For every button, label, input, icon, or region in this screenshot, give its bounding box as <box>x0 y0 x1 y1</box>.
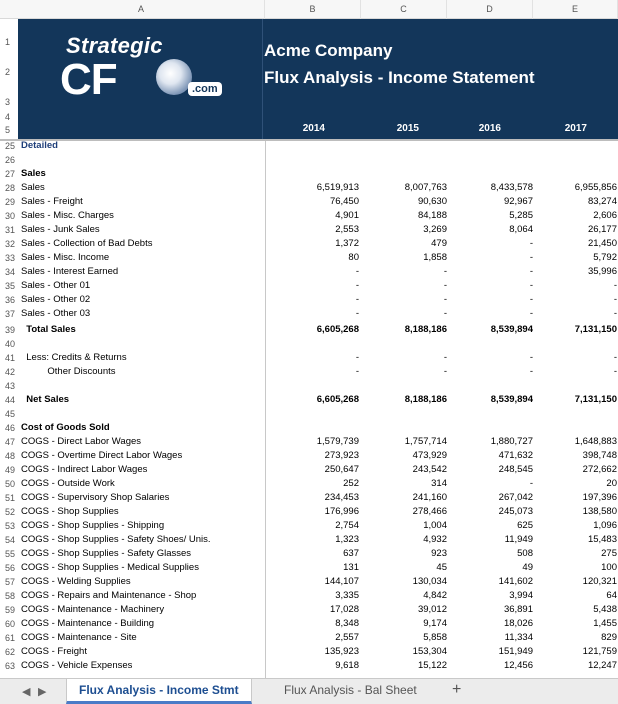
row-label-cell[interactable]: COGS - Shop Supplies - Medical Supplies <box>21 562 199 573</box>
value-cell-2015[interactable]: 153,304 <box>412 646 447 657</box>
value-cell-2017[interactable]: 5,792 <box>593 252 617 263</box>
value-cell-2014[interactable]: 6,605,268 <box>316 324 359 335</box>
row-label-cell[interactable]: COGS - Indirect Labor Wages <box>21 464 148 475</box>
prev-sheet-arrow-icon[interactable]: ◀ <box>22 686 31 698</box>
value-cell-2016[interactable]: - <box>529 252 533 263</box>
row-label-cell[interactable]: Total Sales <box>21 324 76 335</box>
value-cell-2015[interactable]: 1,858 <box>423 252 447 263</box>
value-cell-2014[interactable]: 1,323 <box>335 534 359 545</box>
row-label-cell[interactable]: COGS - Supervisory Shop Salaries <box>21 492 170 503</box>
table-row <box>0 265 618 279</box>
row-number[interactable]: 63 <box>5 661 16 671</box>
row-label-cell[interactable]: Detailed <box>21 140 58 151</box>
row-label-cell[interactable]: COGS - Maintenance - Site <box>21 632 137 643</box>
value-cell-2014[interactable]: - <box>355 266 359 277</box>
table-row <box>0 379 618 393</box>
table-row <box>0 153 618 167</box>
value-cell-2016[interactable]: 1,880,727 <box>490 436 533 447</box>
row-number[interactable]: 59 <box>5 605 16 615</box>
row-label-cell[interactable]: Sales - Other 03 <box>21 308 91 319</box>
value-cell-2015[interactable]: 3,269 <box>423 224 447 235</box>
value-cell-2017[interactable]: 120,321 <box>582 576 617 587</box>
value-cell-2017[interactable]: - <box>613 366 617 377</box>
value-cell-2014[interactable]: 273,923 <box>324 450 359 461</box>
table-row <box>0 181 618 195</box>
value-cell-2017[interactable]: 21,450 <box>587 238 617 249</box>
value-cell-2017[interactable]: 398,748 <box>582 450 617 461</box>
value-cell-2017[interactable]: 15,483 <box>587 534 617 545</box>
value-cell-2014[interactable]: 144,107 <box>324 576 359 587</box>
company-name: Acme Company <box>264 41 393 60</box>
row-label-cell[interactable]: COGS - Direct Labor Wages <box>21 436 142 447</box>
report-banner <box>18 19 618 139</box>
row-number[interactable]: 41 <box>5 353 16 363</box>
table-row <box>0 435 618 449</box>
value-cell-2014[interactable]: 135,923 <box>324 646 359 657</box>
value-cell-2017[interactable]: 272,662 <box>582 464 617 475</box>
banner-divider <box>262 19 263 139</box>
value-cell-2015[interactable]: 8,188,186 <box>404 394 447 405</box>
value-cell-2015[interactable]: 130,034 <box>412 576 447 587</box>
value-cell-2015[interactable]: 314 <box>431 478 447 489</box>
row-label-cell[interactable]: Sales - Other 01 <box>21 280 91 291</box>
logo-text-cf: CF <box>60 55 117 104</box>
row-number[interactable]: 55 <box>5 549 16 559</box>
value-cell-2016[interactable]: 151,949 <box>498 646 533 657</box>
value-cell-2017[interactable]: 7,131,150 <box>574 324 617 335</box>
value-cell-2014[interactable]: 176,996 <box>324 506 359 517</box>
table-row <box>0 449 618 463</box>
row-number[interactable]: 56 <box>5 563 16 573</box>
value-cell-2014[interactable]: 2,557 <box>335 632 359 643</box>
row-label-cell[interactable]: Net Sales <box>21 394 70 405</box>
table-row <box>0 167 618 181</box>
row-label-cell[interactable]: Cost of Goods Sold <box>21 422 110 433</box>
row-number[interactable]: 36 <box>5 295 16 305</box>
value-cell-2016[interactable]: 141,602 <box>498 576 533 587</box>
table-row <box>0 659 618 673</box>
value-cell-2017[interactable]: - <box>613 308 617 319</box>
table-row <box>0 323 618 337</box>
row-label-cell[interactable]: Sales - Collection of Bad Debts <box>21 238 153 249</box>
value-cell-2017[interactable]: 275 <box>601 548 617 559</box>
table-row <box>0 491 618 505</box>
value-cell-2014[interactable]: 4,901 <box>335 210 359 221</box>
row-label-cell[interactable]: Sales <box>21 168 46 179</box>
value-cell-2016[interactable]: 12,456 <box>503 660 533 671</box>
row-number[interactable]: 28 <box>5 183 16 193</box>
row-number[interactable]: 57 <box>5 577 16 587</box>
value-cell-2017[interactable]: 829 <box>601 632 617 643</box>
value-cell-2016[interactable]: 8,539,894 <box>490 324 533 335</box>
value-cell-2015[interactable]: 278,466 <box>412 506 447 517</box>
row-number[interactable]: 27 <box>5 169 16 179</box>
value-cell-2016[interactable]: - <box>529 478 533 489</box>
value-cell-2017[interactable]: - <box>613 352 617 363</box>
value-cell-2014[interactable]: - <box>355 294 359 305</box>
table-row <box>0 279 618 293</box>
value-cell-2016[interactable]: - <box>529 238 533 249</box>
value-cell-2014[interactable]: 17,028 <box>329 604 359 615</box>
value-cell-2017[interactable]: 1,455 <box>593 618 617 629</box>
table-row <box>0 293 618 307</box>
row-label-cell[interactable]: Sales - Misc. Charges <box>21 210 114 221</box>
value-cell-2017[interactable]: 1,096 <box>593 520 617 531</box>
value-cell-2015[interactable]: - <box>443 266 447 277</box>
value-cell-2015[interactable]: 8,188,186 <box>404 324 447 335</box>
value-cell-2014[interactable]: 2,754 <box>335 520 359 531</box>
table-row <box>0 519 618 533</box>
value-cell-2016[interactable]: 471,632 <box>498 450 533 461</box>
tab-flux-income-stmt[interactable]: Flux Analysis - Income Stmt <box>66 679 252 704</box>
column-header-e[interactable]: E <box>533 0 618 19</box>
row-label-cell[interactable]: COGS - Freight <box>21 646 87 657</box>
value-cell-2014[interactable]: 234,453 <box>324 492 359 503</box>
value-cell-2014[interactable]: 80 <box>348 252 359 263</box>
row-number[interactable]: 37 <box>5 309 16 319</box>
value-cell-2015[interactable]: 84,188 <box>417 210 447 221</box>
value-cell-2014[interactable]: 6,605,268 <box>316 394 359 405</box>
row-label-cell[interactable]: COGS - Overtime Direct Labor Wages <box>21 450 183 461</box>
value-cell-2016[interactable]: 5,285 <box>509 210 533 221</box>
value-cell-2015[interactable]: 45 <box>436 562 447 573</box>
row-label-cell[interactable]: COGS - Shop Supplies - Safety Glasses <box>21 548 192 559</box>
next-sheet-arrow-icon[interactable]: ▶ <box>38 686 47 698</box>
value-cell-2015[interactable]: - <box>443 280 447 291</box>
row-number[interactable]: 53 <box>5 521 16 531</box>
value-cell-2017[interactable]: 7,131,150 <box>574 394 617 405</box>
row-label-cell[interactable]: COGS - Shop Supplies - Shipping <box>21 520 165 531</box>
year-header-2016: 2016 <box>478 123 501 134</box>
value-cell-2014[interactable]: 76,450 <box>329 196 359 207</box>
value-cell-2015[interactable]: 5,858 <box>423 632 447 643</box>
row-label-cell[interactable]: Sales <box>21 182 45 193</box>
value-cell-2016[interactable]: - <box>529 266 533 277</box>
value-cell-2016[interactable]: - <box>529 294 533 305</box>
row-label-cell[interactable]: Sales - Other 02 <box>21 294 91 305</box>
row-number[interactable]: 46 <box>5 423 16 433</box>
row-number[interactable]: 25 <box>5 141 16 151</box>
table-row <box>0 307 618 321</box>
column-header-b[interactable]: B <box>265 0 361 19</box>
row-number[interactable]: 1 <box>5 37 11 47</box>
table-row <box>0 139 618 153</box>
row-label-cell[interactable]: Sales - Interest Earned <box>21 266 119 277</box>
row-label-cell[interactable]: Sales - Freight <box>21 196 83 207</box>
row-number[interactable]: 49 <box>5 465 16 475</box>
row-number[interactable]: 48 <box>5 451 16 461</box>
row-label-cell[interactable]: Sales - Junk Sales <box>21 224 100 235</box>
value-cell-2015[interactable]: - <box>443 352 447 363</box>
value-cell-2017[interactable]: 121,759 <box>582 646 617 657</box>
row-label-cell[interactable]: Less: Credits & Returns <box>21 352 127 363</box>
value-cell-2017[interactable]: 100 <box>601 562 617 573</box>
value-cell-2015[interactable]: 9,174 <box>423 618 447 629</box>
value-cell-2016[interactable]: - <box>529 280 533 291</box>
value-cell-2014[interactable]: 131 <box>343 562 359 573</box>
row-number[interactable]: 4 <box>5 112 11 122</box>
year-header-2015: 2015 <box>396 123 419 134</box>
table-row <box>0 617 618 631</box>
value-cell-2016[interactable]: 92,967 <box>503 196 533 207</box>
row-number[interactable]: 58 <box>5 591 16 601</box>
row-label-cell[interactable]: COGS - Welding Supplies <box>21 576 131 587</box>
value-cell-2017[interactable]: 138,580 <box>582 506 617 517</box>
value-cell-2016[interactable]: 8,064 <box>509 224 533 235</box>
row-number[interactable]: 51 <box>5 493 16 503</box>
value-cell-2015[interactable]: 8,007,763 <box>404 182 447 193</box>
row-label-cell[interactable]: COGS - Outside Work <box>21 478 115 489</box>
value-cell-2016[interactable]: 245,073 <box>498 506 533 517</box>
table-row <box>0 351 618 365</box>
row-number[interactable]: 35 <box>5 281 16 291</box>
value-cell-2014[interactable]: - <box>355 280 359 291</box>
table-row <box>0 237 618 251</box>
table-row <box>0 575 618 589</box>
value-cell-2015[interactable]: 1,004 <box>423 520 447 531</box>
row-number[interactable]: 32 <box>5 239 16 249</box>
row-number[interactable]: 33 <box>5 253 16 263</box>
value-cell-2016[interactable]: 267,042 <box>498 492 533 503</box>
table-row <box>0 645 618 659</box>
table-row <box>0 547 618 561</box>
row-number[interactable]: 2 <box>5 67 11 77</box>
value-cell-2014[interactable]: 9,618 <box>335 660 359 671</box>
value-cell-2016[interactable]: 8,433,578 <box>490 182 533 193</box>
row-number[interactable]: 34 <box>5 267 16 277</box>
year-header-2014: 2014 <box>302 123 325 134</box>
row-number[interactable]: 3 <box>5 97 11 107</box>
value-cell-2015[interactable]: 473,929 <box>412 450 447 461</box>
logo-text-strategic: Strategic <box>66 33 163 58</box>
table-row <box>0 603 618 617</box>
table-row <box>0 533 618 547</box>
column-header-d[interactable]: D <box>447 0 533 19</box>
value-cell-2017[interactable]: 197,396 <box>582 492 617 503</box>
value-cell-2014[interactable]: - <box>355 366 359 377</box>
value-cell-2014[interactable]: 250,647 <box>324 464 359 475</box>
row-number[interactable]: 47 <box>5 437 16 447</box>
table-row <box>0 463 618 477</box>
value-cell-2015[interactable]: 243,542 <box>412 464 447 475</box>
report-title: Flux Analysis - Income Statement <box>264 68 535 87</box>
table-row <box>0 631 618 645</box>
table-row <box>0 209 618 223</box>
value-cell-2016[interactable]: 11,949 <box>504 534 533 545</box>
row-number[interactable]: 26 <box>5 155 16 165</box>
value-cell-2016[interactable]: 248,545 <box>498 464 533 475</box>
row-label-cell[interactable]: COGS - Vehicle Expenses <box>21 660 133 671</box>
logo-dotcom-badge: .com <box>188 82 222 96</box>
table-row <box>0 421 618 435</box>
value-cell-2016[interactable]: 49 <box>522 562 533 573</box>
tab-flux-bal-sheet[interactable]: Flux Analysis - Bal Sheet <box>284 683 417 697</box>
table-row <box>0 223 618 237</box>
row-number[interactable]: 40 <box>5 339 16 349</box>
row-number[interactable]: 62 <box>5 647 16 657</box>
value-cell-2014[interactable]: - <box>355 352 359 363</box>
value-cell-2015[interactable]: - <box>443 366 447 377</box>
value-cell-2014[interactable]: 8,348 <box>335 618 359 629</box>
value-cell-2016[interactable]: 36,891 <box>503 604 533 615</box>
row-number[interactable]: 29 <box>5 197 16 207</box>
row-number[interactable]: 44 <box>5 395 16 405</box>
value-cell-2015[interactable]: 241,160 <box>412 492 447 503</box>
row-label-cell[interactable]: Sales - Misc. Income <box>21 252 110 263</box>
value-cell-2015[interactable]: 1,757,714 <box>404 436 447 447</box>
row-number[interactable]: 30 <box>5 211 16 221</box>
row-number[interactable]: 31 <box>5 225 16 235</box>
value-cell-2014[interactable]: 1,579,739 <box>316 436 359 447</box>
value-cell-2014[interactable]: - <box>355 308 359 319</box>
value-cell-2015[interactable]: - <box>443 294 447 305</box>
row-number[interactable]: 45 <box>5 409 16 419</box>
table-row <box>0 505 618 519</box>
value-cell-2015[interactable]: 4,932 <box>423 534 447 545</box>
row-number[interactable]: 54 <box>5 535 16 545</box>
value-cell-2017[interactable]: 20 <box>606 478 617 489</box>
table-row <box>0 365 618 379</box>
table-row <box>0 337 618 351</box>
year-header-2017: 2017 <box>564 123 587 134</box>
value-cell-2017[interactable]: 12,247 <box>587 660 617 671</box>
value-cell-2016[interactable]: 8,539,894 <box>490 394 533 405</box>
value-cell-2015[interactable]: 4,842 <box>423 590 447 601</box>
value-cell-2016[interactable]: 508 <box>517 548 533 559</box>
value-cell-2017[interactable]: 26,177 <box>587 224 617 235</box>
table-row <box>0 407 618 421</box>
row-label-cell[interactable]: COGS - Shop Supplies - Safety Shoes/ Unis. <box>21 534 211 545</box>
sheet-tab-bar <box>0 678 618 704</box>
value-cell-2017[interactable]: - <box>613 280 617 291</box>
value-cell-2017[interactable]: 35,996 <box>587 266 617 277</box>
value-cell-2017[interactable]: 6,955,856 <box>574 182 617 193</box>
column-header-c[interactable]: C <box>361 0 447 19</box>
column-header-bar <box>0 0 618 19</box>
row-number[interactable]: 60 <box>5 619 16 629</box>
value-cell-2016[interactable]: 625 <box>517 520 533 531</box>
row-number[interactable]: 52 <box>5 507 16 517</box>
row-number[interactable]: 61 <box>5 633 16 643</box>
value-cell-2015[interactable]: 479 <box>431 238 447 249</box>
row-number[interactable]: 5 <box>5 125 11 135</box>
value-cell-2014[interactable]: 1,372 <box>335 238 359 249</box>
table-row <box>0 393 618 407</box>
row-label-cell[interactable]: COGS - Maintenance - Building <box>21 618 155 629</box>
value-cell-2017[interactable]: 83,274 <box>587 196 617 207</box>
row-label-cell[interactable]: COGS - Shop Supplies <box>21 506 119 517</box>
row-number[interactable]: 39 <box>5 325 16 335</box>
value-cell-2014[interactable]: 252 <box>343 478 359 489</box>
table-row <box>0 251 618 265</box>
value-cell-2016[interactable]: - <box>529 352 533 363</box>
value-cell-2015[interactable]: 90,630 <box>417 196 447 207</box>
value-cell-2017[interactable]: 64 <box>606 590 617 601</box>
table-row <box>0 589 618 603</box>
value-cell-2017[interactable]: - <box>613 294 617 305</box>
value-cell-2014[interactable]: 2,553 <box>335 224 359 235</box>
row-label-cell[interactable]: COGS - Maintenance - Machinery <box>21 604 165 615</box>
value-cell-2016[interactable]: 11,334 <box>504 632 533 643</box>
value-cell-2016[interactable]: 3,994 <box>509 590 533 601</box>
value-cell-2015[interactable]: 923 <box>431 548 447 559</box>
value-cell-2016[interactable]: 18,026 <box>503 618 533 629</box>
row-number[interactable]: 50 <box>5 479 16 489</box>
row-label-cell[interactable]: Other Discounts <box>21 366 116 377</box>
column-header-a[interactable]: A <box>18 0 265 19</box>
row-label-cell[interactable]: COGS - Repairs and Maintenance - Shop <box>21 590 197 601</box>
value-cell-2017[interactable]: 1,648,883 <box>574 436 617 447</box>
value-cell-2017[interactable]: 2,606 <box>593 210 617 221</box>
add-sheet-button[interactable]: + <box>452 681 462 698</box>
value-cell-2014[interactable]: 3,335 <box>335 590 359 601</box>
value-cell-2015[interactable]: - <box>443 308 447 319</box>
value-cell-2015[interactable]: 15,122 <box>417 660 447 671</box>
value-cell-2017[interactable]: 5,438 <box>593 604 617 615</box>
value-cell-2015[interactable]: 39,012 <box>417 604 447 615</box>
logo-globe-icon <box>156 59 192 95</box>
table-row <box>0 561 618 575</box>
row-number[interactable]: 42 <box>5 367 16 377</box>
value-cell-2014[interactable]: 637 <box>343 548 359 559</box>
value-cell-2016[interactable]: - <box>529 366 533 377</box>
table-row <box>0 477 618 491</box>
table-row <box>0 195 618 209</box>
row-number[interactable]: 43 <box>5 381 16 391</box>
value-cell-2014[interactable]: 6,519,913 <box>316 182 359 193</box>
value-cell-2016[interactable]: - <box>529 308 533 319</box>
